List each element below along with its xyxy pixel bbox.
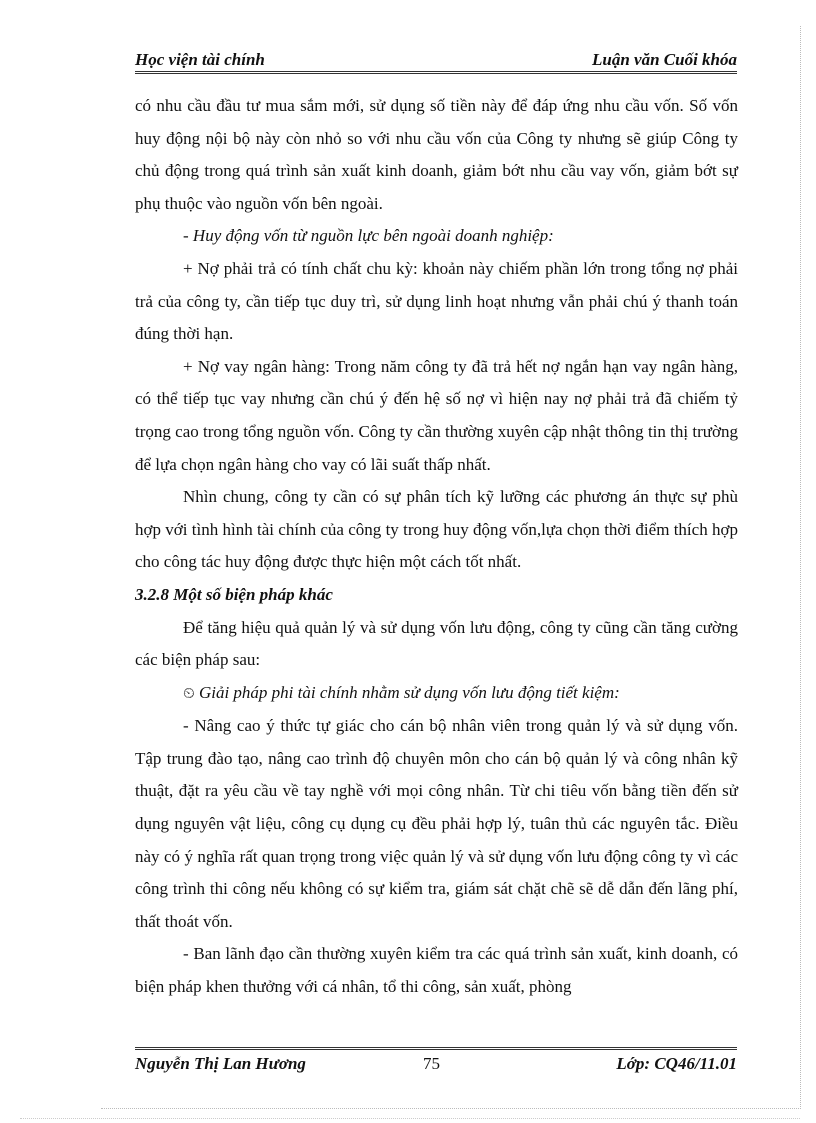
footer-rule bbox=[135, 1047, 737, 1053]
paragraph-internal-capital: có nhu cầu đầu tư mua sắm mới, sử dụng số tiền này để đáp ứng nhu cầu vốn. Số vốn huy động nội bộ này còn nhỏ so với nhu cầu vốn của Công ty nhưng sẽ giúp Công ty chủ động trong quá trình sản xuất kinh doanh, giảm bớt nhu cầu vay vốn, giảm bớt sự phụ thuộc vào nguồn vốn bên ngoài. bbox=[135, 96, 738, 213]
header-institution: Học viện tài chính bbox=[135, 50, 265, 69]
clock-icon: ⏲ bbox=[183, 685, 195, 702]
header-document-type: Luận văn Cuối khóa bbox=[591, 50, 737, 69]
paragraph-payables: + Nợ phải trả có tính chất chu kỳ: khoản này chiếm phần lớn trong tổng nợ phải trả của công ty, cần tiếp tục duy trì, sử dụng linh hoạt nhưng vẫn phải chú ý thanh toán đúng thời hạn. bbox=[135, 258, 738, 344]
section-heading: 3.2.8 Một số biện pháp khác bbox=[135, 584, 333, 604]
non-financial-solution-text: Giải pháp phi tài chính nhằm sử dụng vốn lưu động tiết kiệm: bbox=[198, 682, 620, 702]
paragraph-bank-loans: + Nợ vay ngân hàng: Trong năm công ty đã trả hết nợ ngắn hạn vay ngân hàng, có thể tiếp tục vay nhưng cần chú ý đến hệ số nợ vì hiện nay nợ phải trả đã chiếm tỷ trọng cao trong tổng nguồn vốn. Công ty cần thường xuyên cập nhật thông tin thị trường để lựa chọn ngân hàng cho vay có lãi suất thấp nhất. bbox=[135, 356, 738, 474]
footer-class: Lớp: CQ46/11.01 bbox=[616, 1054, 737, 1073]
page-number: 75 bbox=[423, 1054, 440, 1073]
paragraph-non-financial-solution bbox=[135, 677, 738, 711]
page-footer bbox=[135, 1054, 737, 1078]
paragraph-external-capital-heading: - Huy động vốn từ nguồn lực bên ngoài doanh nghiệp: bbox=[183, 226, 554, 246]
paragraph-staff-awareness: - Nâng cao ý thức tự giác cho cán bộ nhân viên trong quản lý và sử dụng vốn. Tập trung đào tạo, nâng cao trình độ chuyên môn cho cán bộ quản lý và công nhân kỹ thuật, đặt ra yêu cầu về tay nghề với mọi công nhân. Từ chi tiêu vốn bằng tiền đến sử dụng nguyên vật liệu, công cụ dụng cụ đều phải hợp lý, tuân thủ các nguyên tắc. Điều này có ý nghĩa rất quan trọng trong việc quản lý và sử dụng vốn lưu động công ty vì các công trình thi công nếu không có sự kiểm tra, giám sát chặt chẽ sẽ dễ dẫn đến lãng phí, thất thoát vốn. bbox=[135, 716, 738, 931]
paragraph-management-inspection: - Ban lãnh đạo cần thường xuyên kiểm tra các quá trình sản xuất, kinh doanh, có biện pháp khen thưởng với cá nhân, tổ thi công, sản xuất, phòng bbox=[135, 944, 738, 997]
paragraph-intro-measures: Để tăng hiệu quả quản lý và sử dụng vốn lưu động, công ty cũng cần tăng cường các biện pháp sau: bbox=[135, 617, 738, 670]
paragraph-summary: Nhìn chung, công ty cần có sự phân tích kỹ lưỡng các phương án thực sự phù hợp với tình hình tài chính của công ty trong huy động vốn,lựa chọn thời điểm thích hợp cho công tác huy động được thực hiện một cách tốt nhất. bbox=[135, 487, 738, 572]
footer-author: Nguyễn Thị Lan Hương bbox=[135, 1054, 306, 1073]
page-body bbox=[135, 90, 738, 1004]
page-break-line bbox=[20, 1118, 800, 1119]
header-rule bbox=[135, 71, 737, 77]
